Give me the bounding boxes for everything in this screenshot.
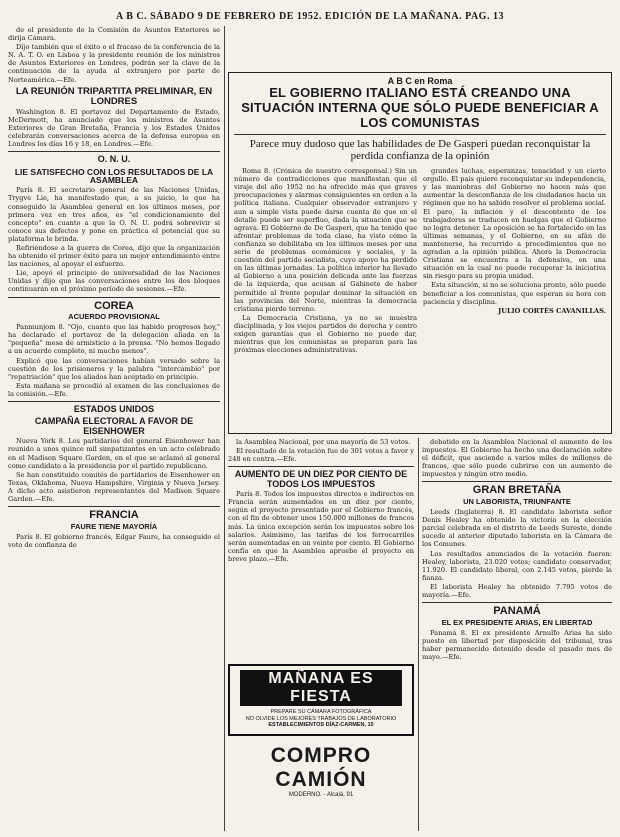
divider	[8, 401, 220, 402]
paragraph: Explicó que las conversaciones habían versado sobre la cuestión de los prisioneros y la palabra "intercambio" por "repatriación" que los aliados han aceptado en principio.	[8, 356, 220, 381]
advert-camion	[228, 744, 414, 798]
paragraph: El laborista Healey ha obtenido 7.795 votos de mayoría.—Efe.	[422, 582, 612, 600]
paragraph: Esta mañana se procedió al examen de las conclusiones de la comisión.—Efe.	[8, 381, 220, 398]
section-corea: COREA	[94, 299, 134, 312]
headline-campana: CAMPAÑA ELECTORAL A FAVOR DE EISENHOWER	[34, 416, 194, 436]
main-headline: EL GOBIERNO ITALIANO ESTÁ CREANDO UNA SITUACIÓN INTERNA QUE SÓLO PUEDE BENEFICIAR A LOS COMUNISTAS	[241, 85, 599, 130]
column-divider	[418, 438, 419, 831]
divider	[422, 481, 612, 482]
paragraph: Panamá 8. El ex presidente Arnulfo Arias ha sido puesto en libertad por disposición del tribunal, tras haber permanecido detenido desde el pasado mes de mayo.—Efe.	[422, 628, 612, 662]
divider	[8, 151, 220, 152]
paragraph: Refiriéndose a la guerra de Corea, dijo que la organización ha obtenido el primer éxito para un mejor entendimiento entre las naciones, al apoyar el esfuerzo.	[8, 244, 220, 269]
divider	[422, 602, 612, 603]
kicker: A B C en Roma	[387, 76, 453, 86]
paragraph: Leeds (Inglaterra) 8. El candidato laborista señor Denis Healey ha obtenido la victoria en la elección parcial celebrada en el distrito de Leeds Sureste, donde sucede al anterior diputado laborista en la Cámara de los Comunes.	[422, 508, 612, 549]
header-text: A B C. SÁBADO 9 DE FEBRERO DE 1952. EDICIÓN DE LA MAÑANA. PAG. 13	[116, 11, 504, 22]
subhead-arias: EL EX PRESIDENTE ARIAS, EN LIBERTAD	[441, 617, 593, 627]
paragraph: París 8. El secretario general de las Naciones Unidas, Trygve Lie, ha manifestado que, a su juicio, lo que ha conseguido la Asamblea general en los últimos meses, por primera vez en tres años, es "el condicionamiento del concepto" en cuanto a que la O. N. U. podrá sobrevivir si conoce sus defectos y pone en práctica el potencial que su plataforma le brinda.	[8, 186, 220, 243]
advert-fiesta	[228, 664, 414, 736]
section-francia: FRANCIA	[89, 509, 139, 522]
paragraph: Lie, apoyó el principio de universalidad de las Naciones Unidas y dijo que las conversaciones entre los dos bloques continuarán en el próximo período de sesiones.—Efe.	[8, 269, 220, 294]
advert-line: PREPARE SU CÁMARA FOTOGRÁFICA	[270, 709, 372, 715]
divider	[8, 297, 220, 298]
section-gran-bretana: GRAN BRETAÑA	[472, 484, 562, 497]
subhead-acuerdo: ACUERDO PROVISIONAL	[68, 312, 160, 322]
section-panama: PANAMÁ	[493, 605, 541, 618]
featured-article-box	[228, 72, 612, 434]
headline-lie: LIE SATISFECHO CON LOS RESULTADOS DE LA ASAMBLEA	[14, 166, 214, 186]
divider	[228, 466, 414, 467]
paragraph: grandes luchas, esperanzas, tenacidad y un cierto orgullo. El país quiere reconquistar su independencia, y las maniobras del Gobierno no hacen más que aumentar la desconfianza de los ciudadanos hacia un régimen que no ha sabido resolver el problema social. El paro, la inflación y el descontento de los trabajadores se traducen en huelgas que el Gobierno no logra detener. La oposición se ha fortalecido en las últimas semanas, y el Gobierno, en su afán de mantenerse, ha recurrido a procedimientos que no agradan a la opinión pública. Ahora la Democracia Cristiana se encuentra a la defensiva, en una situación en la cual no puede recuperar la iniciativa sin riesgo para su propia unidad.	[423, 167, 606, 281]
advert-line: MODERNO. - Alcalá, 91	[288, 792, 354, 798]
paragraph: París 8. Todos los impuestos directos e indirectos en Francia serán aumentados en un diez por ciento, según el proyecto presentado por el Gobierno francés, con el fin de obtener unos 150.000 millones de francos más. La única excepción serán los impuestos sobre los salarios. Asimismo, las tarifas de los ferrocarriles serán aumentadas en un veinte por ciento. El Gobierno confía en que la Asamblea apruebe el proyecto en breve plazo.—Efe.	[228, 490, 414, 563]
signature: JULIO CORTÉS CAVANILLAS.	[498, 306, 606, 315]
headline-impuestos: AUMENTO DE UN DIEZ POR CIENTO DE TODOS LOS IMPUESTOS	[234, 469, 408, 489]
column-divider	[224, 26, 225, 831]
paragraph: Panmunjom 8. "Ojo, cuanto que las habido progresos hoy," ha declarado el portavoz de la delegación aliada en la "pequeña" mesa de armisticio a la prensa. "No hemos llegado a un acuerdo completo, ni mucho menos".	[8, 323, 220, 356]
section-onu: O. N. U.	[97, 154, 131, 165]
paragraph: debatido en la Asamblea Nacional el aumento de los impuestos. El Gobierno ha hecho una declaración sobre el déficit, que asciende a varios miles de millones de francos, que sólo puede cubrirse con un aumento de impuestos y ningún otro medio.	[422, 438, 612, 479]
advert-line: ESTABLECIMIENTOS DÍAZ-CARMEN, 15	[268, 722, 374, 728]
paragraph: Roma 8. (Crónica de nuestro corresponsal.) Sin un número de contradicciones que manifiestan que el viraje del año 1952 no ha ofrecido más que graves preocupaciones y alarmas consiguientes en orden a la política italiana. Cualquier observador extranjero y aun a simple vista puede darse cuenta de que en el detalle puede ser superfluo, dada la situación que se agrava. El Gobierno de De Gasperi, que ha tenido que afrontar problemas de toda clase, ha visto cómo la confianza se debilitaba en los últimos meses por una serie de problemas económicos y sociales, y la cuestión del partido socialista, cuyo apoyo ha perdido en las últimas jornadas. La política interior ha llevado al Gobierno a una posición delicada ante las fuerzas de la izquierda, que acusan al Gabinete de haber permitido al frente popular dominar la situación en las provincias del Norte, mientras la democracia cristiana pierde terreno.	[234, 167, 417, 313]
article-column-left	[234, 167, 417, 429]
section-estados-unidos: ESTADOS UNIDOS	[73, 404, 155, 415]
article-column-right	[423, 167, 606, 429]
paragraph: Los resultados anunciados de la votación fueron: Healey, laborista, 23.020 votos; candidato conservador, 11.920. El candidato liberal, con 2.145 votos, pierde la fianza.	[422, 549, 612, 582]
paragraph: Se han constituido comités de partidarios de Eisenhower en Texas, Oklahoma, Nueva Hampshire, Virginia y Nueva Jersey. A dicho acto asistieron representantes del Madison Square Garden.—Efe.	[8, 470, 220, 504]
paragraph: Nueva York 8. Los partidarios del general Eisenhower han reunido a unos quince mil simpatizantes en un acto celebrado en el Madison Square Garden, en el que se aclamó al general como candidato a la presidencia por el partido republicano.	[8, 437, 220, 470]
column-right	[422, 438, 612, 831]
headline-reunion-tripartita: LA REUNIÓN TRIPARTITA PRELIMINAR, EN LONDRES	[15, 85, 213, 107]
paragraph: Dijo también que el éxito o el fracaso de la conferencia de la N. A. T. O. en Lisboa y la presidente reunión de los ministros de Asuntos Exteriores en Londres, podrán ser la clave de la continuación de la ayuda al extranjero por parte de Norteamérica.—Efe.	[8, 43, 220, 84]
paragraph: Esta situación, si no se soluciona pronto, sólo puede beneficiar a los comunistas, que esperan su hora con paciencia y disciplina.	[423, 281, 606, 306]
paragraph: la Asamblea Nacional, por una mayoría de 53 votos.	[236, 438, 411, 446]
paragraph: El resultado de la votación fue de 301 votos a favor y 248 en contra.—Efe.	[228, 447, 414, 464]
divider	[234, 134, 606, 135]
subhead-laborista: UN LABORISTA, TRIUNFANTE	[463, 497, 571, 507]
page-header	[0, 0, 620, 24]
deck: Parece muy dudoso que las habilidades de De Gasperi puedan reconquistar la perdida confianza de la opinión	[249, 137, 591, 163]
subhead-faure: FAURE TIENE MAYORÍA	[70, 521, 158, 531]
paragraph: París 8. El gobierno francés, Edgar Faure, ha conseguido el voto de confianza de	[8, 532, 220, 549]
advert-line: NO OLVIDE LOS MEJORES TRABAJOS DE LABORATORIO	[245, 715, 397, 722]
column-middle	[228, 438, 414, 653]
advert-title: MAÑANA ES FIESTA	[240, 670, 402, 706]
column-left	[8, 26, 220, 831]
advert-title: COMPRO CAMIÓN	[270, 744, 372, 791]
divider	[8, 506, 220, 507]
paragraph: La Democracia Cristiana, ya no se muestra disciplinada, y los viejos partidos de derecha y centro exigen garantías que el Gobierno no puede dar, mientras que los comunistas se preparan para las próximas elecciones administrativas.	[234, 313, 417, 355]
paragraph: Washington 8. El portavoz del Departamento de Estado, McDermott, ha anunciado que los ministros de Asuntos Exteriores de Gran Bretaña, Francia y los Estados Unidos celebrarán conversaciones acerca de la defensa europea en Londres los días 16 y 18, en Londres.—Efe.	[8, 107, 220, 148]
paragraph: de el presidente de la Comisión de Asuntos Exteriores se dirija Cámara.	[8, 26, 220, 43]
